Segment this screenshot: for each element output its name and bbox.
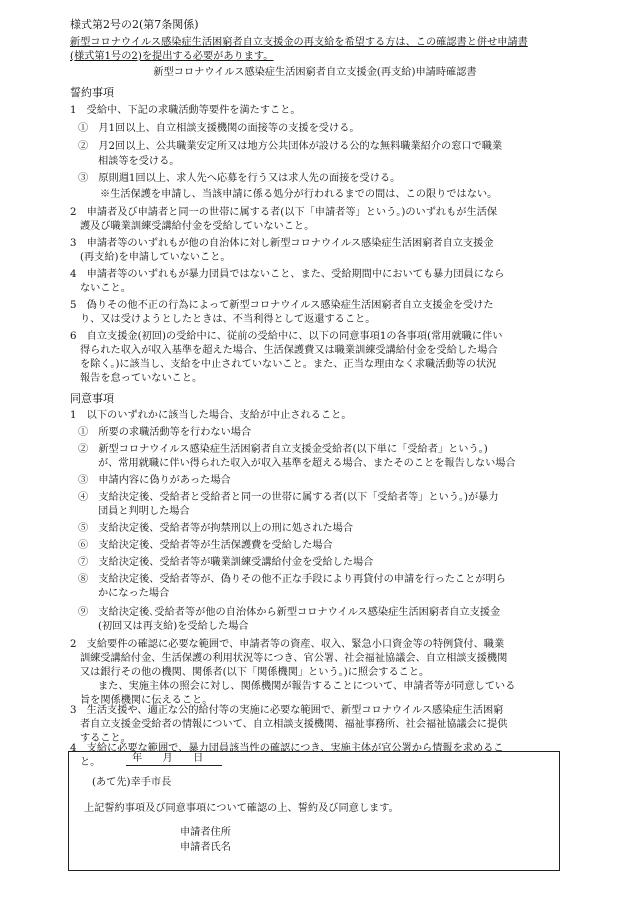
consent-line: ③ 申請内容に偽りがあった場合: [78, 475, 231, 486]
consent-line: 4 支給に必要な範囲で、暴力団員該当性の確認につき、実施主体が官公署から情報を求めるこ: [70, 743, 504, 754]
pledge-line: ③ 原則週1回以上、求人先へ応募を行う又は求人先の面接を受ける。: [78, 173, 401, 184]
pledge-line: ① 月1回以上、自立相談支援機関の面接等の支援を受ける。: [78, 123, 360, 134]
consent-line: 訓練受講給付金、生活保護の利用状況等につき、官公署、社会福祉協議会、自立相談支援機関: [80, 653, 508, 664]
pledge-line: 3 申請者等のいずれもが他の自治体に対し新型コロナウイルス感染症生活困窮者自立支援金: [70, 238, 494, 249]
date-field[interactable]: 年 月 日: [132, 753, 204, 764]
consent-line: 1 以下のいずれかに該当した場合、支給が中止されること。: [70, 410, 352, 421]
consent-line: (初回又は再支給)を受給した場合: [98, 621, 249, 632]
consent-line: ⑧ 支給決定後、受給者等が、偽りその他不正な手段により再貸付の申請を行ったことが明ら: [78, 574, 506, 585]
pledge-line: 2 申請者及び申請者と同一の世帯に属する者(以下「申請者等」という。)のいずれもが生活保: [70, 207, 498, 218]
pledge-line: 4 申請者等のいずれもが暴力団員ではないこと、また、受給期間中においても暴力団員になら: [70, 269, 505, 280]
pledge-line: (再支給)を申請していないこと。: [80, 252, 231, 263]
consent-line: ④ 支給決定後、受給者と受給者と同一の世帯に属する者(以下「受給者等」という。)が暴力: [78, 492, 499, 503]
pledge-line: 護及び職業訓練受講給付金を受給していないこと。: [80, 221, 315, 232]
applicant-name-field[interactable]: 申請者氏名: [180, 842, 231, 853]
pledge-line: を除く。)に該当し、支給を中止されていないこと。また、正当な理由なく求職活動等の状況: [80, 359, 497, 370]
pledge-line: 6 自立支援金(初回)の受給中に、従前の受給中に、以下の同意事項1の各事項(常用就職に伴い: [70, 331, 503, 342]
pledge-line: 相談等を受ける。: [98, 156, 180, 167]
pledge-line: り、又は受けようとしたときは、不当利得として返還すること。: [80, 314, 376, 325]
consent-line: すること。: [80, 733, 131, 744]
consent-line: 2 支給要件の確認に必要な範囲で、申請者等の資産、収入、緊急小口資金等の特例貸付、職業: [70, 639, 505, 650]
consent-line: ⑤ 支給決定後、受給者等が拘禁刑以上の刑に処された場合: [78, 523, 354, 534]
consent-line: 3 生活支援や、適正な公的給付等の実施に必要な範囲で、新型コロナウイルス感染症生活困窮: [70, 705, 504, 716]
consent-line: また、実施主体の照会に対し、関係機関が報告することについて、申請者等が同意している: [98, 681, 516, 692]
consent-line: 旨を関係機関に伝えること。: [80, 695, 213, 706]
agreement-statement: 上記誓約事項及び同意事項について確認の上、誓約及び同意します。: [84, 803, 399, 814]
pledge-line: ② 月2回以上、公共職業安定所又は地方公共団体が設ける公的な無料職業紹介の窓口で職業: [78, 141, 503, 152]
consent-line: が、常用就職に伴い得られた収入が収入基準を超える場合、またそのことを報告しない場合: [98, 458, 516, 469]
consent-line: ⑨ 支給決定後､受給者等が他の自治体から新型コロナウイルス感染症生活困窮者自立支援金: [78, 607, 501, 618]
pledge-heading: 誓約事項: [70, 86, 114, 99]
pledge-line: 1 受給中、下記の求職活動等要件を満たすこと。: [70, 105, 301, 116]
pledge-line: 得られた収入が収入基準を超えた場合、生活保護費又は職業訓練受講給付金を受給した場合: [80, 345, 498, 356]
document-title: 新型コロナウイルス感染症生活困窮者自立支援金(再支給)申請時確認書: [153, 67, 477, 78]
date-underline: [126, 752, 222, 766]
consent-line: と。: [80, 757, 101, 768]
addressee: (あて先)幸手市長: [92, 777, 172, 788]
consent-line: かになった場合: [98, 588, 170, 599]
consent-line: 又は銀行その他の機関、関係者(以下「関係機関」という。)に照会すること。: [80, 667, 430, 678]
form-number: 様式第2号の2(第7条関係): [70, 18, 199, 31]
consent-line: ② 新型コロナウイルス感染症生活困窮者自立支援金受給者(以下単に「受給者」という。): [78, 444, 488, 455]
pledge-line: ないこと。: [80, 283, 131, 294]
consent-line: ⑦ 支給決定後、受給者等が職業訓練受講給付金を受給した場合: [78, 557, 374, 568]
consent-line: 者自立支援金受給者の情報について、自立相談支援機関、福祉事務所、社会福祉協議会に提供: [80, 719, 508, 730]
consent-heading: 同意事項: [70, 392, 114, 405]
notice-line-2: (様式第1号の2)を提出する必要があります。: [70, 51, 274, 62]
pledge-line: 報告を怠っていないこと。: [80, 373, 203, 384]
notice-line-1: 新型コロナウイルス感染症生活困窮者自立支援金の再支給を希望する方は、この確認書と併せ申請書: [70, 37, 528, 48]
pledge-line: 5 偽りその他不正の行為によって新型コロナウイルス感染症生活困窮者自立支援金を受けた: [70, 300, 494, 311]
consent-line: ① 所要の求職活動等を行わない場合: [78, 427, 252, 438]
applicant-address-field[interactable]: 申請者住所: [180, 827, 231, 838]
pledge-line: ※生活保護を申請し、当該申請に係る処分が行われるまでの間は、この限りではない。: [100, 189, 498, 200]
consent-line: 団員と判明した場合: [98, 506, 190, 517]
consent-line: ⑥ 支給決定後、受給者等が生活保護費を受給した場合: [78, 540, 333, 551]
